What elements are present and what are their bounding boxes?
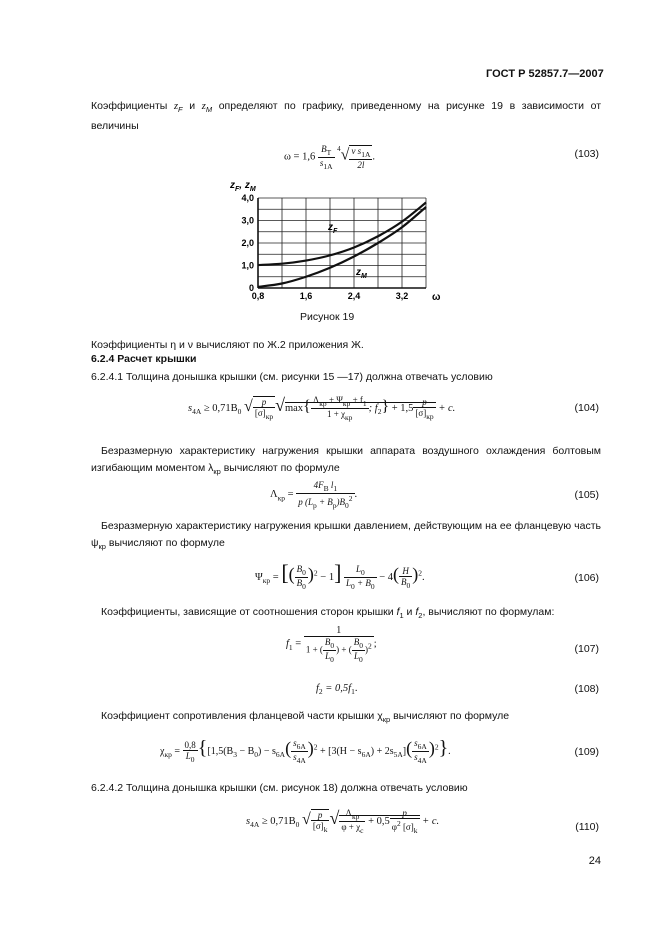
- eq104-number: (104): [574, 402, 599, 414]
- eq103-lhs: ω = 1,6: [284, 151, 316, 163]
- section-number: 6.2.4: [91, 353, 115, 365]
- var-zm: z: [201, 101, 206, 112]
- paragraph-coef: Коэффициенты, зависящие от соотношения сторон крышки $f_1$ и $f_2$, вычисляют по формулам:: [101, 606, 555, 621]
- eq105-number: (105): [574, 489, 599, 501]
- eq103-root-den: 2l: [357, 159, 365, 170]
- x-tick-label: 3,2: [395, 291, 409, 301]
- var-zf: z: [173, 101, 179, 112]
- paragraph-lambda: Безразмерную характеристику нагружения крышки аппарата воздушного охлаждения болтовым изгибающим моментом $\lambda_{кр}$ вычисляют по формуле: [91, 445, 601, 477]
- chart-ylabel: $z_F$, $z_M$: [230, 180, 256, 193]
- x-tick-label: 2,4: [347, 291, 361, 301]
- paragraph-6241: 6.2.4.1 Толщина донышка крышки (см. рисунки 15 —17) должна отвечать условию: [91, 371, 493, 383]
- section-heading-624: [91, 353, 197, 365]
- eq103-num: B: [321, 144, 327, 154]
- formula-105: $\Lambda_{кр}$ = $\frac{4F_B l_1}{p (L_р + B_р)B_0^2}$ .: [270, 480, 358, 510]
- paragraph-psi: Безразмерную характеристику нагружения крышки давлением, действующим на ее фланцевую часть $\psi_{кр}$ вычисляют по формуле: [91, 520, 601, 552]
- var-zm-sub: M: [205, 105, 213, 115]
- figure-caption: Рисунок 19: [300, 311, 355, 323]
- label-zf: $z_F$: [328, 222, 338, 235]
- eq103-den: s: [319, 157, 324, 168]
- eq103-den-sub: 1A: [323, 161, 333, 171]
- formula-107: $f_1$ = 1 1 + ( $\frac{B_0}{L_0}$ ) + ( $\frac{B_0}{L_0}$ )$^2$ ;: [286, 625, 377, 664]
- eq110-number: (110): [575, 821, 599, 833]
- eq103-tail: .: [372, 151, 375, 163]
- chart-xlabel: ω: [432, 292, 441, 303]
- paragraph-chi: Коэффициент сопротивления фланцевой части крышки $\chi_{кр}$ вычисляют по формуле: [101, 710, 510, 725]
- eq109-number: (109): [574, 746, 599, 758]
- y-tick-label: 1,0: [241, 260, 254, 271]
- intro-text-a: Коэффициенты: [91, 100, 174, 112]
- intro-text-b: определяют по графику, приведенному на рисунке 19 в зависимости от величины: [91, 100, 601, 133]
- series-zm-line: [258, 207, 426, 287]
- eq107-number: (107): [574, 643, 599, 655]
- page-number: 24: [588, 855, 601, 867]
- formula-109: $\chi_{кр}$ = $\frac{0,8}{L_0}$ {[$1,5(B_3 - B_0) - s_{6A}$( $\frac{s_{6A}}{s_{4A}}$ )$^2 + [3(H - s_{6A}) + 2s_{5A}]$( $\frac{s_{6A}}{s_{4A}}$ )$^2$}.: [160, 737, 451, 765]
- intro-paragraph: [91, 98, 601, 135]
- y-tick-label: 0: [248, 283, 254, 293]
- x-tick-label: 0,8: [251, 291, 265, 301]
- x-tick-label: 1,6: [299, 291, 313, 301]
- y-tick-label: 4,0: [241, 193, 254, 203]
- formula-106: $\Psi_{кр}$ = [( $\frac{B_0}{B_0}$ )$^2$ − 1] $\frac{L_0}{L_0 + B_0}$ − 4( $\frac{H}{B_0}$ )$^2$.: [255, 560, 425, 591]
- eq103-root-index: 4: [337, 145, 341, 154]
- intro-and: и: [182, 100, 202, 112]
- paragraph-6242: 6.2.4.2 Толщина донышка крышки (см. рисунок 18) должна отвечать условию: [91, 782, 468, 794]
- eq106-number: (106): [574, 572, 599, 584]
- eq103-root-num-sub: 1A: [361, 149, 371, 159]
- paragraph-eta-nu: Коэффициенты η и ν вычисляют по Ж.2 приложения Ж.: [91, 339, 364, 351]
- series-zf-line: [258, 203, 426, 266]
- y-tick-label: 2,0: [241, 238, 254, 248]
- formula-108: $f_2 = 0,5f_1$.: [316, 683, 358, 697]
- y-tick-label: 3,0: [241, 215, 254, 226]
- formula-103: ω = 1,6 $\frac{B_T}{s_{1A}}$ $^4$√ $\frac{\nu s_{1A}}{2l}$ .: [284, 144, 375, 171]
- figure-19-chart: [228, 176, 443, 306]
- section-title: Расчет крышки: [117, 353, 197, 365]
- var-zf-sub: F: [178, 105, 183, 115]
- formula-110: $s_{4A} \ge 0,71B_0$ √ $\frac{p}{[\sigma]_k}$ √ $\frac{\Lambda_{кр}}{\varphi + \chi_c}$ + 0,5 $\frac{p}{\varphi^2 [\sigma]_k}$ + c.: [246, 808, 440, 835]
- label-zm: $z_M$: [356, 267, 367, 280]
- eq108-number: (108): [574, 683, 599, 695]
- eq103-number: (103): [574, 148, 599, 160]
- document-standard-code: ГОСТ Р 52857.7—2007: [486, 68, 604, 80]
- chart-grid: [258, 198, 426, 288]
- formula-104: $s_{4A} \ge 0,71B_0$ √ $\frac{p}{[\sigma]_{кр}}$ √max{ $\frac{\Lambda_{кр} + \Psi_{кр} + f_1}{1 + \chi_{кр}}$ ; $f_2\} + 1,5$ $\frac{p}{[\sigma]_{кр}}$ + c.: [188, 395, 456, 422]
- eq103-num-sub: T: [326, 147, 332, 157]
- eq103-root-num: ν s: [351, 145, 362, 156]
